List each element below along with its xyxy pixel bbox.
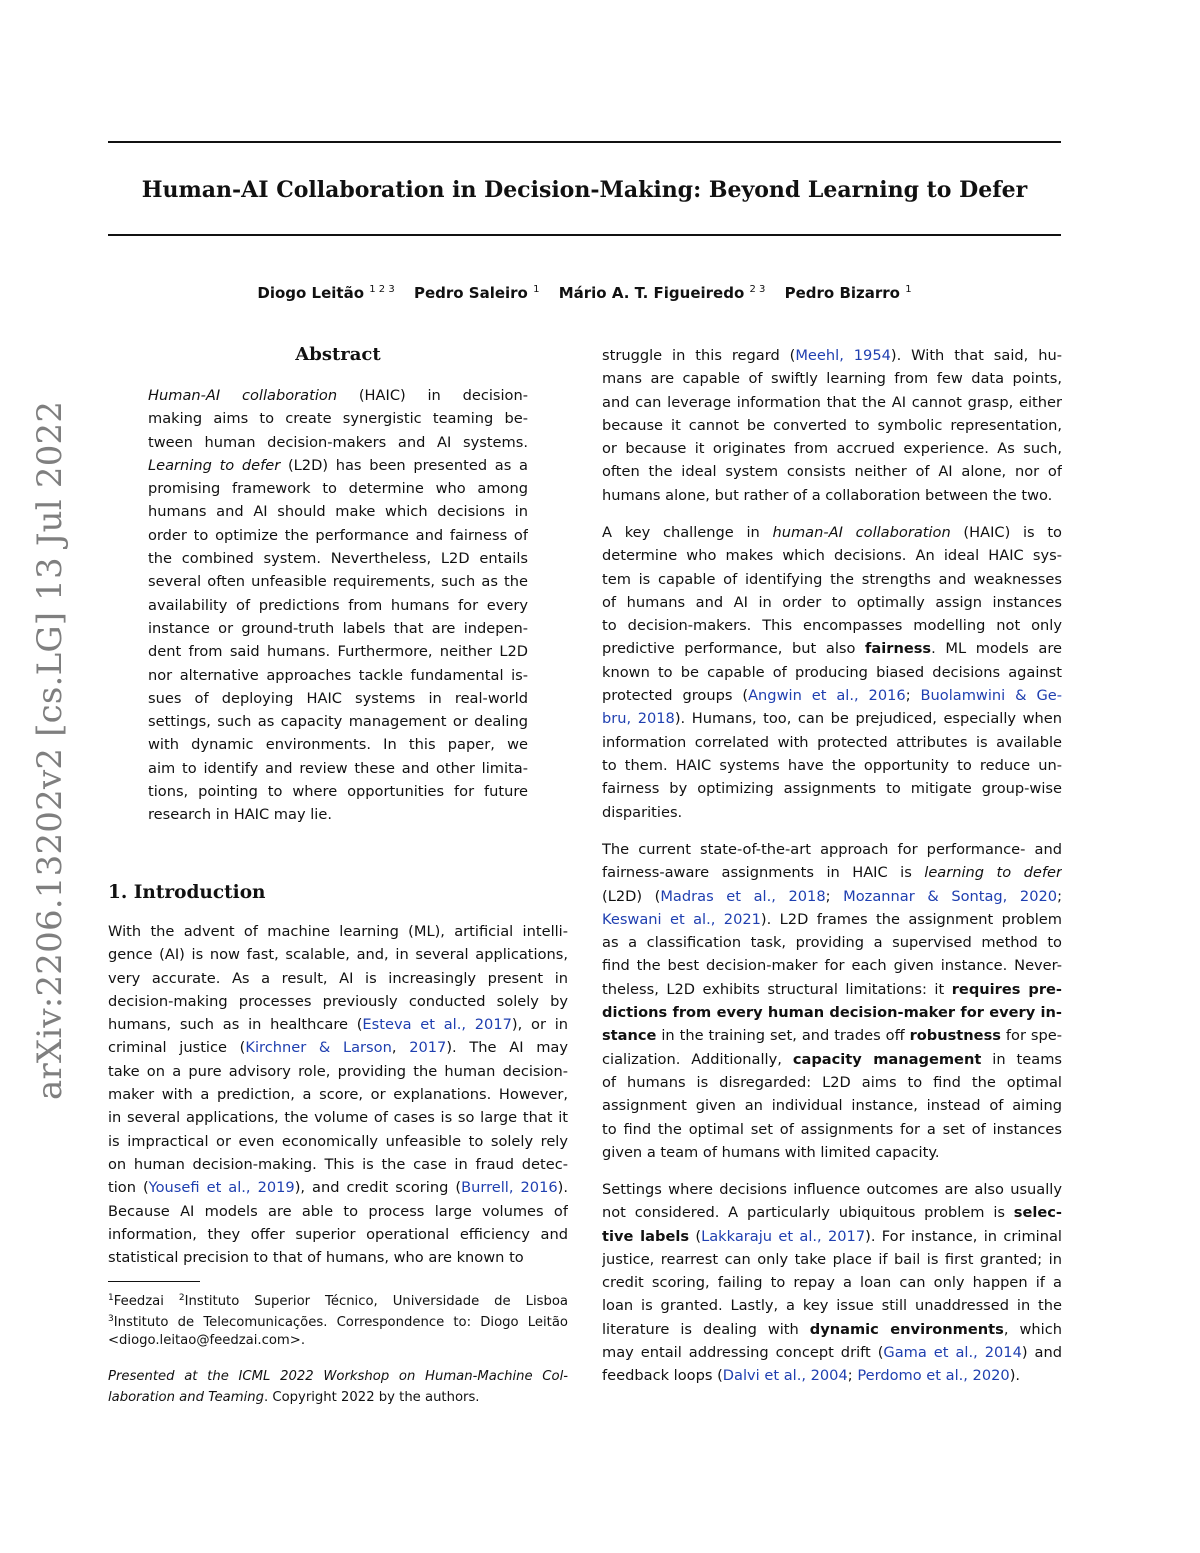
text-segment: fairness by optimizing assignments to mitigate group-wise (602, 780, 1062, 798)
text-segment: (L2D) has been presented as a (280, 456, 528, 474)
italic-text: human-AI collaboration (772, 524, 951, 541)
citation-link[interactable]: Perdomo et al., 2020 (857, 1367, 1010, 1385)
text-line (148, 500, 528, 523)
text-line (602, 1024, 1062, 1047)
text-segment: several often unfeasible requirements, such as the (148, 573, 528, 591)
text-line (148, 477, 528, 500)
text-segment: making aims to create synergistic teaming be- (148, 410, 528, 428)
text-segment: research in HAIC may lie. (148, 806, 332, 824)
text-segment: because it cannot be converted to symbolic representation, (602, 416, 1062, 434)
text-line (602, 707, 1062, 730)
text-line (148, 407, 528, 430)
text-segment: instance or ground-truth labels that are indepen- (148, 619, 528, 637)
text-segment: often the ideal system consists neither of AI alone, nor of (602, 463, 1062, 481)
text-segment: and can leverage information that the AI cannot grasp, either (602, 393, 1062, 411)
text-line (602, 1071, 1062, 1094)
text-segment: ). (557, 1179, 568, 1197)
text-line (108, 1036, 568, 1059)
text-line (602, 1141, 1062, 1164)
text-segment: dent from said humans. Furthermore, neither L2D (148, 643, 528, 661)
text-segment: assignment given an individual instance, instead of aiming (602, 1097, 1062, 1115)
text-line (602, 1341, 1062, 1364)
text-segment: literature is dealing with (602, 1320, 810, 1338)
text-line (108, 1223, 568, 1246)
text-segment: not considered. A particularly ubiquitous problem is (602, 1204, 1014, 1222)
text-segment: , which (1003, 1320, 1062, 1338)
author-name: Pedro Bizarro (784, 284, 900, 302)
text-segment: feedback loops ( (602, 1367, 723, 1385)
section-heading-introduction: 1. Introduction (108, 882, 266, 903)
text-segment: or because it originates from accrued experience. As such, (602, 440, 1062, 458)
text-line (108, 1330, 568, 1351)
text-line (108, 1130, 568, 1153)
text-segment: decision-making processes previously conducted solely by (108, 992, 568, 1010)
text-line (602, 661, 1062, 684)
text-line (148, 757, 528, 780)
text-segment: humans, such as in healthcare ( (108, 1016, 363, 1034)
text-line (108, 1309, 568, 1330)
text-segment: A key challenge in (602, 524, 773, 541)
text-segment: predictive performance, but also (602, 640, 866, 658)
text-line (148, 733, 528, 756)
text-line (602, 1201, 1062, 1224)
text-line (602, 838, 1062, 861)
text-line (148, 524, 528, 547)
citation-link[interactable]: Burrell, 2016 (461, 1179, 558, 1197)
text-line (602, 861, 1062, 884)
text-line (602, 414, 1062, 437)
text-line (108, 1060, 568, 1083)
citation-link[interactable]: Buolamwini & Ge- (920, 687, 1062, 705)
author-list (108, 278, 1061, 305)
text-segment: to find the optimal set of assignments for a set of instances (602, 1120, 1062, 1138)
text-segment: (L2D) ( (602, 887, 661, 905)
text-segment: criminal justice ( (108, 1039, 246, 1057)
text-segment: in the training set, and trades off (656, 1027, 910, 1045)
text-line (602, 1271, 1062, 1294)
text-segment: of humans is disregarded: L2D aims to find the optimal (602, 1073, 1062, 1091)
text-segment: as a classification task, providing a supervised method to (602, 934, 1062, 952)
italic-text: Presented at the ICML 2022 Workshop on Human-Machine Col- (108, 1369, 568, 1384)
text-segment: ) and (1021, 1344, 1062, 1362)
text-segment: ; (825, 887, 844, 905)
text-line (602, 521, 1062, 544)
text-line (602, 908, 1062, 931)
text-line (602, 1225, 1062, 1248)
text-segment: theless, L2D exhibits structural limitations: it (602, 980, 952, 998)
text-line (108, 1083, 568, 1106)
text-segment: order to optimize the performance and fairness of (148, 526, 528, 544)
author (785, 284, 912, 302)
text-segment: for spe- (1000, 1027, 1062, 1045)
author (414, 284, 540, 302)
text-segment: tween human decision-makers and AI systems. (148, 433, 528, 451)
text-line (602, 484, 1062, 507)
text-segment: to decision-makers. This encompasses modelling not only (602, 617, 1062, 635)
text-segment: mans are capable of swiftly learning from few data points, (602, 370, 1062, 388)
text-segment: Because AI models are able to process large volumes of (108, 1202, 568, 1220)
citation-link[interactable]: Lakkaraju et al., 2017 (701, 1227, 866, 1245)
text-segment: in several applications, the volume of cases is so large that it (108, 1109, 568, 1127)
citation-link[interactable]: 2017 (409, 1039, 447, 1057)
text-line (602, 1094, 1062, 1117)
text-segment: ), or in (511, 1016, 568, 1034)
text-segment: the combined system. Nevertheless, L2D entails (148, 550, 528, 568)
text-line (148, 780, 528, 803)
text-segment: promising framework to determine who among (148, 480, 528, 498)
text-line (602, 777, 1062, 800)
text-line (602, 1294, 1062, 1317)
text-line (602, 1118, 1062, 1141)
text-segment: . ML models are (931, 640, 1062, 658)
author-affiliation: 2 3 (749, 284, 766, 295)
text-line (602, 1048, 1062, 1071)
citation-link[interactable]: Esteva et al., 2017 (362, 1016, 512, 1034)
text-line (108, 1176, 568, 1199)
abstract-heading: Abstract (295, 344, 381, 365)
text-line (108, 1200, 568, 1223)
italic-text: laboration and Teaming (108, 1390, 265, 1405)
bold-text: dynamic environments (809, 1320, 1004, 1338)
text-line (602, 391, 1062, 414)
text-segment: fairness-aware assignments in HAIC is (602, 864, 925, 882)
author (257, 284, 394, 302)
italic-text: Learning to defer (148, 456, 281, 474)
author-affiliation: 1 (533, 284, 540, 295)
paper-title: Human-AI Collaboration in Decision-Making: Beyond Learning to Defer (141, 177, 1028, 203)
introduction-body (108, 920, 568, 1269)
text-line (602, 1001, 1062, 1024)
text-line (148, 594, 528, 617)
text-segment: determine who makes which decisions. An ideal HAIC sys- (602, 547, 1062, 565)
text-line (108, 1246, 568, 1269)
text-segment: is impractical or even economically unfeasible to solely rely (108, 1132, 568, 1150)
right-paragraph-3 (602, 838, 1062, 1164)
text-segment: (HAIC) is to (950, 524, 1062, 541)
abstract-body (148, 384, 528, 827)
text-segment: in teams (981, 1050, 1062, 1068)
text-segment: <diogo.leitao@feedzai.com>. (108, 1333, 306, 1348)
text-segment: ), and credit scoring ( (294, 1179, 462, 1197)
text-line (602, 344, 1062, 367)
text-segment: Instituto de Telecomunicações. Correspondence to: Diogo Leitão (113, 1315, 568, 1330)
citation-link[interactable]: Gama et al., 2014 (883, 1344, 1022, 1362)
text-segment: ; (847, 1367, 858, 1385)
text-segment: ( (689, 1227, 702, 1245)
text-line (108, 1153, 568, 1176)
text-segment: humans alone, but rather of a collaboration between the two. (602, 486, 1053, 504)
author-affiliation: 1 2 3 (369, 284, 395, 295)
text-segment: loan is granted. Lastly, a key issue still unaddressed in the (602, 1297, 1062, 1315)
text-segment: tions, pointing to where opportunities for future (148, 783, 528, 801)
citation-link[interactable]: Kirchner & Larson (245, 1039, 392, 1057)
text-segment: , (391, 1039, 410, 1057)
text-segment: ; (1057, 887, 1062, 905)
citation-link[interactable]: Mozannar & Sontag, 2020 (843, 887, 1058, 905)
text-line (602, 754, 1062, 777)
text-segment: known to be capable of producing biased decisions against (602, 663, 1062, 681)
text-segment: may entail addressing concept drift ( (602, 1344, 884, 1362)
text-line (148, 664, 528, 687)
text-line (602, 731, 1062, 754)
text-segment: . Copyright 2022 by the authors. (264, 1390, 480, 1405)
text-segment: cialization. Additionally, (602, 1050, 793, 1068)
text-line (148, 803, 528, 826)
text-segment: ). Humans, too, can be prejudiced, especially when (674, 710, 1062, 728)
text-line (108, 1013, 568, 1036)
text-segment: statistical precision to that of humans, who are known to (108, 1249, 524, 1267)
text-line (602, 544, 1062, 567)
citation-link[interactable]: Yousefi et al., 2019 (148, 1179, 295, 1197)
text-line (602, 367, 1062, 390)
text-segment: of humans and AI in order to optimally assign instances (602, 593, 1062, 611)
text-line (148, 454, 528, 477)
text-segment: credit scoring, failing to repay a loan can only happen if a (602, 1274, 1062, 1292)
text-line (602, 1248, 1062, 1271)
right-paragraph-4 (602, 1178, 1062, 1388)
text-segment: nor alternative approaches tackle fundamental is- (148, 666, 528, 684)
bold-text: stance (602, 1027, 657, 1045)
author-name: Mário A. T. Figueiredo (558, 284, 745, 302)
text-line (148, 547, 528, 570)
footnote-rule (108, 1281, 200, 1282)
citation-link[interactable]: Madras et al., 2018 (660, 887, 826, 905)
text-segment: disparities. (602, 803, 683, 821)
text-segment: Feedzai (113, 1294, 179, 1309)
text-segment: information, they offer superior operational efficiency and (108, 1225, 568, 1243)
author-affiliation: 1 (905, 284, 912, 295)
text-line (108, 943, 568, 966)
footnote-marker: 3 (108, 1314, 114, 1324)
text-segment: availability of predictions from humans for every (148, 596, 528, 614)
bold-text: tive labels (602, 1227, 690, 1245)
text-line (148, 617, 528, 640)
text-line (108, 990, 568, 1013)
text-segment: maker with a prediction, a score, or explanations. However, (108, 1086, 568, 1104)
text-line (602, 1364, 1062, 1387)
text-segment: With the advent of machine learning (ML), artificial intelli- (108, 923, 568, 940)
text-segment: humans and AI should make which decisions in (148, 503, 528, 521)
text-line (602, 978, 1062, 1001)
text-segment: settings, such as capacity management or dealing (148, 713, 528, 731)
citation-link[interactable]: bru, 2018 (602, 710, 675, 728)
arxiv-identifier: arXiv:2206.13202v2 [cs.LG] 13 Jul 2022 (30, 400, 70, 1100)
text-segment: tem is capable of identifying the strengths and weaknesses (602, 570, 1062, 588)
text-segment: tion ( (108, 1179, 149, 1197)
text-segment: information correlated with protected attributes is available (602, 733, 1062, 751)
presented-note (108, 1366, 568, 1408)
text-line (602, 954, 1062, 977)
text-line (148, 710, 528, 733)
text-segment: ). For instance, in criminal (865, 1227, 1062, 1245)
text-line (602, 1178, 1062, 1201)
text-segment: aim to identify and review these and other limita- (148, 759, 528, 777)
text-line (602, 591, 1062, 614)
right-paragraph-2 (602, 521, 1062, 824)
citation-link[interactable]: Dalvi et al., 2004 (722, 1367, 848, 1385)
citation-link[interactable]: Meehl, 1954 (795, 347, 891, 364)
text-line (148, 431, 528, 454)
text-segment: protected groups ( (602, 687, 749, 705)
text-line (602, 801, 1062, 824)
italic-text: Human-AI collaboration (148, 387, 338, 404)
bold-text: fairness (865, 640, 932, 658)
text-line (602, 437, 1062, 460)
text-line (148, 384, 528, 407)
text-line (602, 614, 1062, 637)
text-segment: Instituto Superior Técnico, Universidade de Lisboa (184, 1294, 568, 1309)
text-segment: very accurate. As a result, AI is increasingly present in (108, 969, 568, 987)
citation-link[interactable]: Angwin et al., 2016 (748, 687, 906, 705)
title-bottom-rule (108, 234, 1061, 236)
italic-text: learning to defer (924, 864, 1062, 882)
text-line (108, 1106, 568, 1129)
text-line (148, 687, 528, 710)
text-segment: on human decision-making. This is the case in fraud detec- (108, 1155, 568, 1173)
bold-text: robustness (909, 1027, 1001, 1045)
author (559, 284, 766, 302)
text-segment: Settings where decisions influence outcomes are also usually (602, 1181, 1062, 1198)
bold-text: selec- (1013, 1204, 1062, 1222)
text-segment: justice, rearrest can only take place if bail is first granted; in (602, 1250, 1062, 1268)
text-segment: to them. HAIC systems have the opportunity to reduce un- (602, 756, 1062, 774)
text-line (108, 967, 568, 990)
text-line (602, 931, 1062, 954)
text-line (602, 460, 1062, 483)
text-line (108, 1387, 568, 1408)
text-line (148, 570, 528, 593)
footnote-marker: 1 (108, 1293, 114, 1303)
text-line (108, 920, 568, 943)
text-segment: struggle in this regard ( (602, 347, 796, 364)
text-line (602, 1318, 1062, 1341)
text-segment: with dynamic environments. In this paper, we (148, 736, 528, 754)
title-top-rule (108, 141, 1061, 143)
bold-text: capacity management (792, 1050, 982, 1068)
text-segment: find the best decision-maker for each given instance. Never- (602, 957, 1062, 975)
text-segment: ; (905, 687, 921, 705)
author-name: Diogo Leitão (257, 284, 365, 302)
bold-text: requires pre- (951, 980, 1062, 998)
citation-link[interactable]: Keswani et al., 2021 (602, 910, 761, 928)
footnote-marker: 2 (178, 1293, 185, 1303)
text-segment: gence (AI) is now fast, scalable, and, in several applications, (108, 946, 568, 964)
text-line (148, 640, 528, 663)
text-segment: The current state-of-the-art approach for performance- and (602, 841, 1062, 858)
text-segment: ). L2D frames the assignment problem (760, 910, 1062, 928)
text-segment: ). The AI may (446, 1039, 568, 1057)
affiliations-footnote (108, 1288, 568, 1351)
text-segment: ). (1009, 1367, 1021, 1385)
author-name: Pedro Saleiro (413, 284, 528, 302)
text-line (108, 1288, 568, 1309)
text-segment: given a team of humans with limited capacity. (602, 1143, 940, 1161)
right-paragraph-1 (602, 344, 1062, 507)
text-segment: (HAIC) in decision- (337, 387, 528, 404)
text-line (602, 684, 1062, 707)
text-segment: take on a pure advisory role, providing the human decision- (108, 1062, 568, 1080)
text-segment: sues of deploying HAIC systems in real-world (148, 689, 528, 707)
bold-text: dictions from every human decision-maker for every in- (602, 1004, 1062, 1022)
text-line (602, 568, 1062, 591)
text-segment: ). With that said, hu- (890, 347, 1062, 364)
text-line (108, 1366, 568, 1387)
text-line (602, 885, 1062, 908)
text-line (602, 637, 1062, 660)
